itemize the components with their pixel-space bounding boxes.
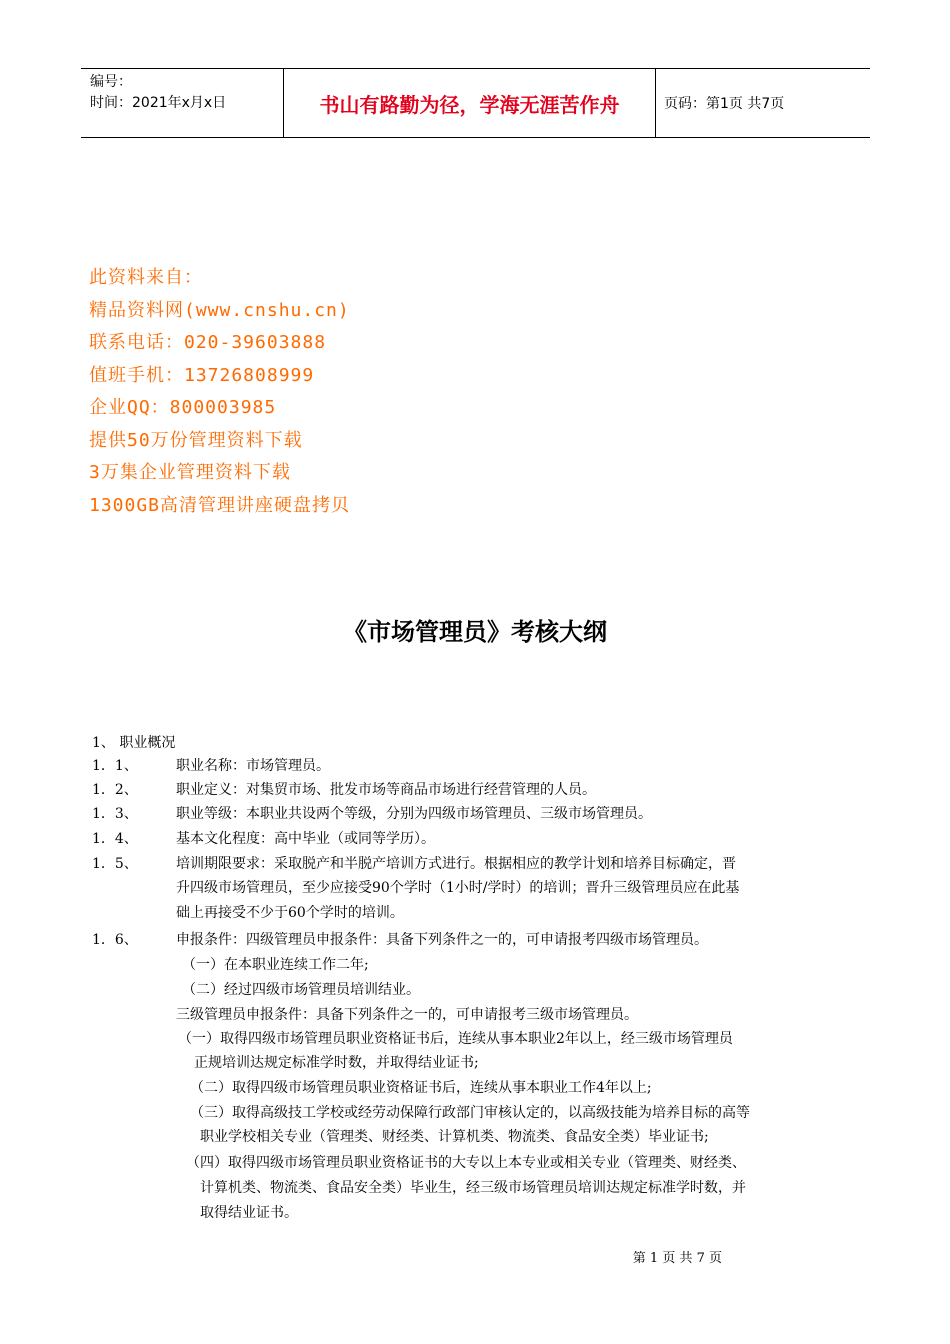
condition-text: （二）经过四级市场管理员培训结业。 — [182, 982, 420, 998]
item-number: 1．1、 — [92, 758, 138, 774]
time-label: 时间：2021年x月x日 — [90, 95, 227, 111]
item-text: 培训期限要求：采取脱产和半脱产培训方式进行。根据相应的教学计划和培养目标确定，晋 — [176, 856, 736, 872]
section-heading: 1、 职业概况 — [92, 735, 176, 751]
source-line: 1300GB高清管理讲座硬盘拷贝 — [89, 494, 351, 516]
header-meta — [81, 69, 283, 137]
source-line: 值班手机：13726808999 — [89, 364, 315, 386]
condition-text: （三）取得高级技工学校或经劳动保障行政部门审核认定的，以高级技能为培养目标的高等 — [190, 1105, 750, 1121]
item-number: 1．4、 — [92, 831, 138, 847]
item-number: 1．5、 — [92, 856, 138, 872]
source-line: 精品资料网(www.cnshu.cn) — [89, 299, 350, 321]
number-label: 编号： — [90, 74, 132, 90]
condition-text: 计算机类、物流类、食品安全类）毕业生，经三级市场管理员培训达规定标准学时数，并 — [200, 1180, 746, 1196]
item-text: 升四级市场管理员，至少应接受90个学时（1小时/学时）的培训；晋升三级管理员应在此基 — [176, 880, 740, 896]
condition-text: 职业学校相关专业（管理类、财经类、计算机类、物流类、食品安全类）毕业证书; — [200, 1129, 709, 1145]
item-text: 申报条件：四级管理员申报条件：具备下列条件之一的，可申请报考四级市场管理员。 — [176, 932, 708, 948]
source-line: 此资料来自： — [89, 267, 203, 288]
source-line: 企业QQ：800003985 — [89, 397, 277, 418]
item-text: 职业名称：市场管理员。 — [176, 758, 330, 774]
condition-text: （一）取得四级市场管理员职业资格证书后，连续从事本职业2年以上，经三级市场管理员 — [178, 1031, 733, 1047]
condition-text: （一）在本职业连续工作二年; — [182, 957, 369, 973]
header-page-info: 页码：第1页 共7页 — [664, 96, 785, 112]
condition-text: 取得结业证书。 — [200, 1205, 298, 1221]
item-text: 基本文化程度：高中毕业（或同等学历）。 — [176, 831, 435, 847]
header-motto: 书山有路勤为径，学海无涯苦作舟 — [283, 69, 656, 137]
condition-text: （二）取得四级市场管理员职业资格证书后，连续从事本职业工作4年以上; — [190, 1080, 652, 1096]
condition-text: 正规培训达规定标准学时数，并取得结业证书; — [194, 1055, 479, 1071]
source-line: 提供50万份管理资料下载 — [89, 429, 303, 451]
item-text: 础上再接受不少于60个学时的培训。 — [176, 905, 404, 921]
source-line: 联系电话：020-39603888 — [89, 332, 327, 353]
page-footer: 第 1 页 共 7 页 — [632, 1251, 722, 1266]
item-number: 1．2、 — [92, 782, 138, 798]
source-line: 3万集企业管理资料下载 — [89, 462, 291, 483]
item-number: 1．3、 — [92, 806, 138, 822]
document-title: 《市场管理员》考核大纲 — [343, 618, 607, 646]
item-text: 职业等级：本职业共设两个等级，分别为四级市场管理员、三级市场管理员。 — [176, 806, 652, 822]
item-text: 职业定义：对集贸市场、批发市场等商品市场进行经营管理的人员。 — [176, 782, 596, 798]
condition-text: 三级管理员申报条件：具备下列条件之一的，可申请报考三级市场管理员。 — [176, 1007, 638, 1023]
source-info — [89, 262, 350, 522]
condition-text: （四）取得四级市场管理员职业资格证书的大专以上本专业或相关专业（管理类、财经类、 — [186, 1155, 746, 1171]
item-number: 1．6、 — [92, 932, 138, 948]
page-header — [81, 68, 870, 138]
